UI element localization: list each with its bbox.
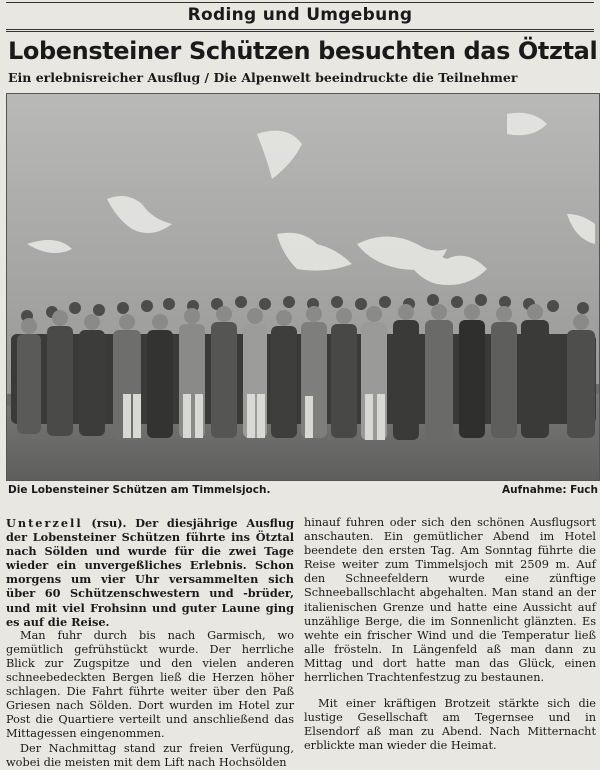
article-column-right <box>304 516 596 754</box>
section-rubric: Roding und Umgebung <box>6 2 594 32</box>
photo-caption: Die Lobensteiner Schützen am Timmelsjoch. <box>8 484 271 496</box>
photo-credit: Aufnahme: Fuch <box>502 484 598 496</box>
dateline: Unterzell <box>6 516 83 530</box>
paragraph: Man fuhr durch bis nach Garmisch, wo gemütlich gefrühstückt wurde. Der herrliche Blick zur Zugspitze und den vielen anderen schneebedeckten Bergen ließ die Herzen höher schlagen. Die Fahrt führte weiter über den Paß Griesen nach Sölden. Dort wurden im Hotel zur Post die Quartiere verteilt und anschließend das Mittagessen eingenommen. <box>6 628 294 741</box>
paragraph: Der Nachmittag stand zur freien Verfügung, wobei die meisten mit dem Lift nach Hochsölden <box>6 741 294 769</box>
article-column-left <box>6 516 294 770</box>
paragraph: hinauf fuhren oder sich den schönen Ausflugsort anschauten. Ein gemütlicher Abend im Hotel beendete den ersten Tag. Am Sonntag führte die Reise weiter zum Timmelsjoch mit 2509 m. Auf den Schneefeldern wurde eine zünftige Schneeballschlacht abgehalten. Man stand an der italienischen Grenze und hatte eine Aussicht auf unzählige Berge, die im Sonnenlicht glänzten. Es wehte ein frischer Wind und die Temperatur ließ alle frösteln. In Längenfeld aß man dann zu Mittag und dort hatte man das Glück, einen herrlichen Trachtenfestzug zu bestaunen. <box>304 516 596 685</box>
group-photo <box>6 93 600 481</box>
paragraph: Mit einer kräftigen Brotzeit stärkte sich die lustige Gesellschaft am Tegernsee und in Elsendorf aß man zu Abend. Nach Mitternacht erblickte man wieder die Heimat. <box>304 697 596 753</box>
lead-paragraph <box>6 516 294 629</box>
article-subheadline: Ein erlebnisreicher Ausflug / Die Alpenwelt beeindruckte die Teilnehmer <box>8 70 518 85</box>
article-headline: Lobensteiner Schützen besuchten das Ötztal <box>8 37 598 65</box>
lead-text: (rsu). Der diesjährige Ausflug der Lobensteiner Schützen führte ins Ötztal nach Sölden und wurde für die zwei Tage wieder ein unvergeßliches Erlebnis. Schon morgens um vier Uhr versammelten sich über 60 Schützenschwestern und -brüder, und mit viel Frohsinn und guter Laune ging es auf die Reise. <box>6 516 294 629</box>
